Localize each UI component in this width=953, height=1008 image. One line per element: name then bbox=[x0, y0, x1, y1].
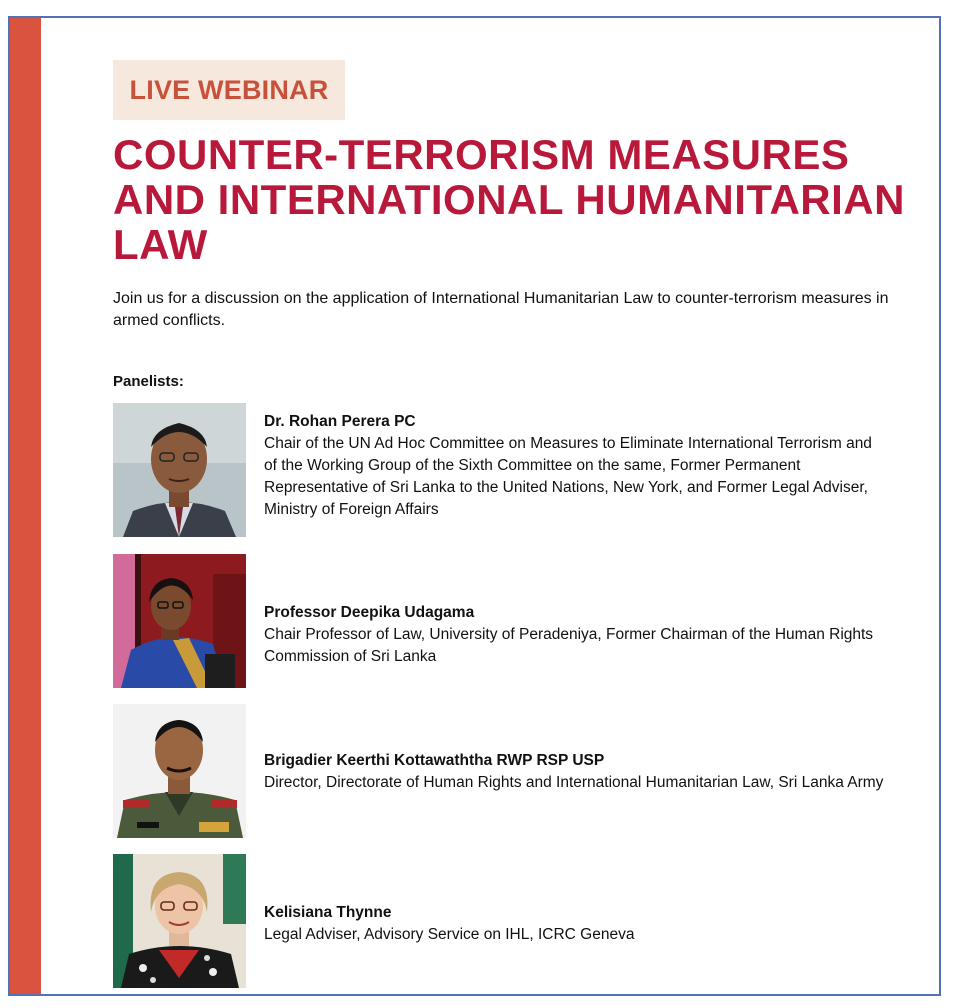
webinar-flyer bbox=[8, 16, 941, 996]
portrait-woman-blue-saree-icon bbox=[113, 554, 246, 688]
panelist-name: Brigadier Keerthi Kottawaththa RWP RSP USP bbox=[264, 752, 605, 769]
portrait-woman-glasses-icon bbox=[113, 854, 246, 988]
panelist-role: Legal Adviser, Advisory Service on IHL, ICRC Geneva bbox=[264, 926, 635, 943]
panelist-card bbox=[113, 704, 903, 838]
title-line: AND INTERNATIONAL HUMANITARIAN bbox=[113, 176, 905, 223]
panelist-name: Professor Deepika Udagama bbox=[264, 604, 475, 621]
panelist-info bbox=[264, 750, 884, 794]
accent-bar bbox=[10, 18, 41, 994]
panelists-heading: Panelists: bbox=[113, 373, 184, 390]
panelist-role: Director, Directorate of Human Rights and International Humanitarian Law, Sri Lanka Army bbox=[264, 774, 884, 791]
panelist-card bbox=[113, 854, 903, 988]
intro-text: Join us for a discussion on the application of International Humanitarian Law to counter-terrorism measures in armed conflicts. bbox=[113, 290, 889, 329]
panelist-role: Chair of the UN Ad Hoc Committee on Measures to Eliminate International Terrorism and of the Working Group of the Sixth Committee on the same, Former Permanent Representative of Sri Lanka to the United Nations, New York, and Former Legal Adviser, Ministry of Foreign Affairs bbox=[264, 435, 872, 518]
panelist-info bbox=[264, 411, 884, 521]
portrait-man-suit-icon bbox=[113, 403, 246, 537]
panelist-name: Dr. Rohan Perera PC bbox=[264, 413, 416, 430]
panelist-info bbox=[264, 902, 884, 946]
portrait-military-officer-icon bbox=[113, 704, 246, 838]
panelist-card bbox=[113, 403, 903, 537]
panelist-info bbox=[264, 602, 884, 668]
title-line: COUNTER-TERRORISM MEASURES bbox=[113, 131, 850, 178]
panelist-role: Chair Professor of Law, University of Peradeniya, Former Chairman of the Human Rights Commission of Sri Lanka bbox=[264, 626, 874, 665]
panelist-card bbox=[113, 554, 903, 688]
webinar-title bbox=[113, 132, 913, 267]
panelist-name: Kelisiana Thynne bbox=[264, 904, 392, 921]
title-line: LAW bbox=[113, 221, 208, 268]
live-webinar-badge: LIVE WEBINAR bbox=[113, 60, 345, 120]
